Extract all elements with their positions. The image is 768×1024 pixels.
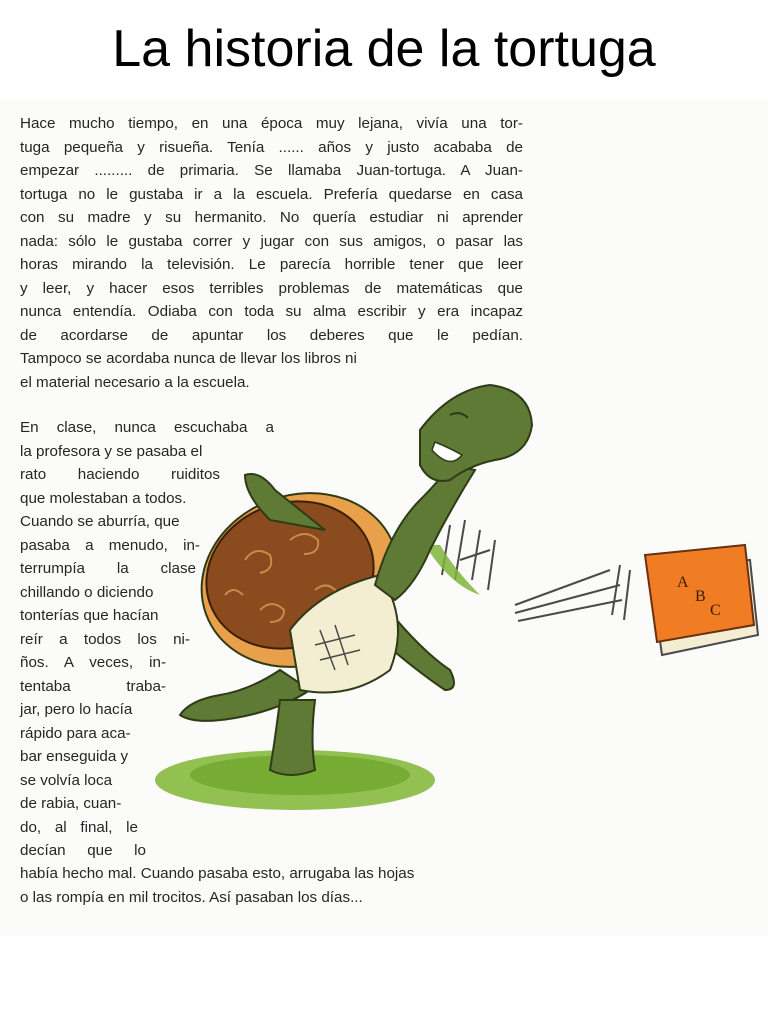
turtle-head xyxy=(420,385,532,481)
text-line: tortuga no le gustaba ir a la escuela. Prefería quedarse en casa xyxy=(20,185,523,203)
text-line: Cuando se aburría, que xyxy=(20,513,180,530)
text-line: o las rompía en mil trocitos. Así pasaban los días... xyxy=(20,888,363,906)
book-letter-c: C xyxy=(710,602,721,619)
text-line: que molestaban a todos. xyxy=(20,489,187,507)
text-line: nunca entendía. Odiaba con toda su alma escribir y era incapaz xyxy=(20,303,523,320)
text-line: de acordarse de apuntar los deberes que le pedían. xyxy=(20,326,523,344)
story-paragraph-3 xyxy=(20,862,490,909)
text-line: chillando o diciendo xyxy=(20,583,154,601)
text-line: tonterías que hacían xyxy=(20,607,159,624)
text-line: decían que lo xyxy=(20,842,146,859)
book-letter-b: B xyxy=(695,588,706,605)
text-line: de rabia, cuan- xyxy=(20,795,122,812)
text-line: jar, pero lo hacía xyxy=(20,701,133,718)
text-line: nada: sólo le gustaba correr y jugar con sus amigos, o pasar las xyxy=(20,232,523,250)
text-line: Tampoco se acordaba nunca de llevar los libros ni xyxy=(20,350,357,367)
text-line: En clase, nunca escuchaba a xyxy=(20,419,274,436)
text-line: había hecho mal. Cuando pasaba esto, arrugaba las hojas xyxy=(20,865,415,882)
text-line: tentaba traba- xyxy=(20,677,166,695)
text-line: terrumpía la clase xyxy=(20,560,196,577)
text-line: rápido para aca- xyxy=(20,724,131,742)
text-line: do, al final, le xyxy=(20,818,138,836)
text-line: tuga pequeña y risueña. Tenía ...... años y justo acababa de xyxy=(20,138,523,156)
motion-lines xyxy=(442,520,630,621)
text-line: reír a todos los ni- xyxy=(20,630,190,648)
turtle-throwing-book-illustration xyxy=(150,370,768,830)
page-title: La historia de la tortuga xyxy=(112,20,656,78)
book-letter-a: A xyxy=(677,574,689,591)
text-line: bar enseguida y xyxy=(20,748,129,765)
text-line: ños. A veces, in- xyxy=(20,654,166,671)
text-line: pasaba a menudo, in- xyxy=(20,536,200,554)
text-line: Hace mucho tiempo, en una época muy lejana, vivía una tor- xyxy=(20,115,523,132)
text-line: la profesora y se pasaba el xyxy=(20,442,203,460)
story-paragraph-1 xyxy=(20,112,523,394)
text-line: rato haciendo ruiditos xyxy=(20,466,220,483)
text-line: y leer, y hacer esos terribles problemas de matemáticas que xyxy=(20,279,523,297)
text-line: el material necesario a la escuela. xyxy=(20,373,250,391)
swish-mark xyxy=(425,545,480,595)
text-line: se volvía loca xyxy=(20,771,113,789)
text-line: horas mirando la televisión. Le parecía horrible tener que leer xyxy=(20,256,523,273)
text-line: con su madre y su hermanito. No quería estudiar ni aprender xyxy=(20,209,523,226)
text-line: empezar ......... de primaria. Se llamaba Juan-tortuga. A Juan- xyxy=(20,162,523,179)
book-icon xyxy=(645,545,758,655)
scanned-page xyxy=(0,100,768,936)
standing-leg xyxy=(270,700,315,775)
